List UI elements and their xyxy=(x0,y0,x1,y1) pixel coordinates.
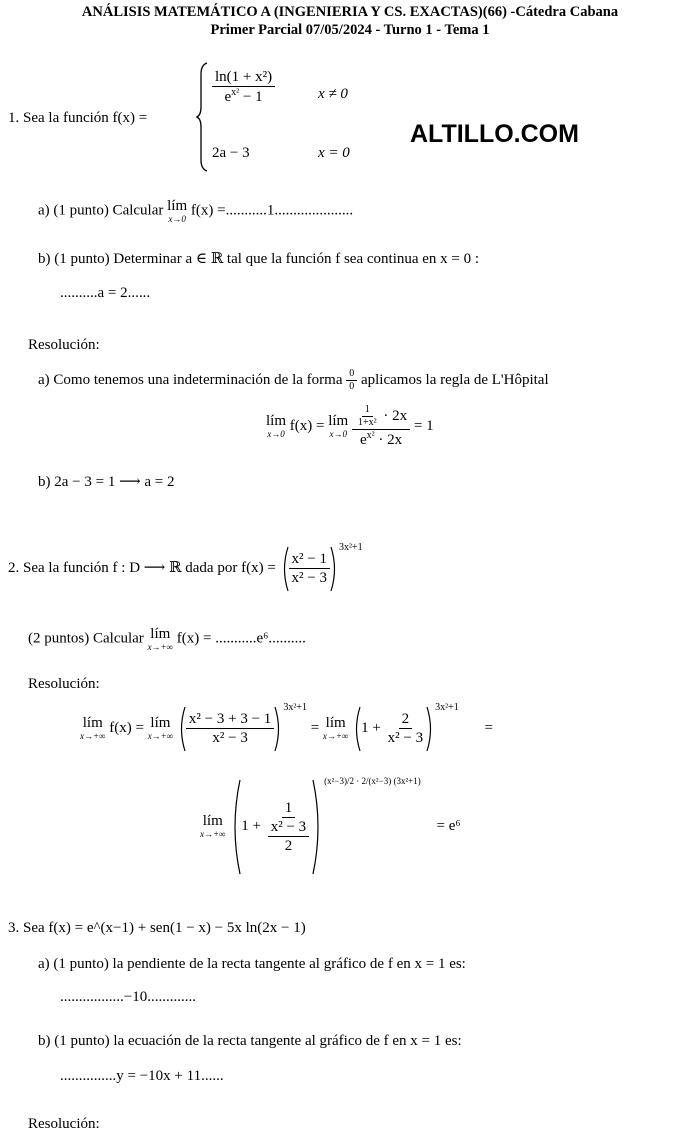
lim-sub: x→0 xyxy=(267,428,285,439)
lim-sub: x→0 xyxy=(168,213,186,224)
q2-exp: 3x²+1 xyxy=(339,542,363,553)
ra-rest: aplicamos la regla de L'Hôpital xyxy=(360,371,549,388)
inner-num: 1 xyxy=(362,404,373,417)
l1-one: 1 + xyxy=(361,720,381,736)
den-exp: x² xyxy=(366,430,375,441)
l1-exp2: 3x²+1 xyxy=(435,702,459,713)
ra-frac-num: 0 xyxy=(346,368,357,381)
q1-resolution-label: Resolución: xyxy=(28,337,100,353)
formula-result: = 1 xyxy=(413,417,434,434)
lim-sub: x→+∞ xyxy=(80,730,106,741)
case1-den-exp: x² xyxy=(231,87,240,98)
left-big-paren-icon xyxy=(229,779,241,875)
lim-sub: x→+∞ xyxy=(147,641,174,652)
case2-expr: 2a − 3 xyxy=(212,145,250,161)
case1-den-rest: − 1 xyxy=(239,89,263,105)
den-base: e xyxy=(359,432,367,448)
right-big-paren-icon xyxy=(312,779,324,875)
q3-part-b: b) (1 punto) la ecuación de la recta tangente al gráfico de f en x = 1 es: xyxy=(38,1033,462,1049)
q2-intro: 2. Sea la función f : D ⟶ ℝ dada por f(x) = xyxy=(8,560,276,576)
left-brace-icon xyxy=(196,62,208,172)
q1-formula xyxy=(266,404,434,449)
lim-sub: x→+∞ xyxy=(200,828,226,839)
exam-subtitle: Primer Parcial 07/05/2024 - Turno 1 - Tema 1 xyxy=(210,22,490,38)
q2-statement xyxy=(8,542,363,592)
case2-condition: x = 0 xyxy=(318,145,350,161)
l2-result: = e⁶ xyxy=(436,818,461,834)
q2-den: x² − 3 xyxy=(291,570,327,587)
l1-exp: 3x²+1 xyxy=(283,702,307,713)
right-paren-icon xyxy=(330,546,339,592)
q2-task xyxy=(28,626,306,652)
case1-den-base: e xyxy=(224,89,232,105)
l2-inner-den: 2 xyxy=(284,837,293,854)
q1-intro: 1. Sea la función f(x) = xyxy=(8,110,148,126)
lim-label: lím xyxy=(328,413,349,430)
q1-part-a xyxy=(38,198,353,224)
l1-den: x² − 3 xyxy=(212,730,248,747)
q2-formula-line2 xyxy=(200,776,461,875)
q1b-answer: ..........a = 2...... xyxy=(60,285,151,301)
q3a-answer: .................−10............. xyxy=(60,989,196,1005)
q1-resolution-a xyxy=(38,368,549,393)
l1-end: = xyxy=(484,720,493,736)
q1a-text: a) (1 punto) Calcular xyxy=(38,202,164,219)
l1-eq: = xyxy=(310,720,320,736)
case1-condition: x ≠ 0 xyxy=(318,86,348,102)
q1-part-b: b) (1 punto) Determinar a ∈ ℝ tal que la función f sea continua en x = 0 : xyxy=(38,251,480,267)
q3b-answer: ...............y = −10x + 11...... xyxy=(60,1068,224,1084)
q2-formula-line1 xyxy=(80,702,493,752)
left-paren-icon xyxy=(280,546,289,592)
l2-one: 1 + xyxy=(241,818,261,834)
watermark-logo: ALTILLO.COM xyxy=(410,120,579,148)
lim-label: lím xyxy=(150,626,171,642)
right-paren-icon xyxy=(274,706,283,752)
inner-den: 1+x² xyxy=(357,417,377,428)
ra-text: a) Como tenemos una indeterminación de la forma xyxy=(38,371,343,388)
q1a-answer: f(x) =...........1..................... xyxy=(190,202,354,219)
lim-label: lím xyxy=(202,813,223,830)
q2-answer: f(x) = ...........e⁶.......... xyxy=(176,630,306,647)
right-paren-icon xyxy=(426,706,435,752)
lim-sub: x→+∞ xyxy=(147,730,174,741)
left-paren-icon xyxy=(352,706,361,752)
l2-inner-num: x² − 3 xyxy=(268,818,309,837)
q1-resolution-b: b) 2a − 3 = 1 ⟶ a = 2 xyxy=(38,474,175,490)
q2-task-text: (2 puntos) Calcular xyxy=(28,630,144,647)
left-paren-icon xyxy=(177,706,186,752)
q2-num: x² − 1 xyxy=(289,550,330,569)
num-rest: · 2x xyxy=(383,407,408,424)
q3-part-a: a) (1 punto) la pendiente de la recta tangente al gráfico de f en x = 1 es: xyxy=(38,956,466,972)
lim-sub: x→0 xyxy=(329,428,347,439)
l1-num: x² − 3 + 3 − 1 xyxy=(186,710,274,729)
lim-label: lím xyxy=(167,198,188,214)
exam-title: ANÁLISIS MATEMÁTICO A (INGENIERIA Y CS. EXACTAS)(66) -Cátedra Cabana xyxy=(81,4,619,20)
lim-sub: x→+∞ xyxy=(322,730,349,741)
lim-label: lím xyxy=(266,413,287,430)
q3-intro: 3. Sea f(x) = e^(x−1) + sen(1 − x) − 5x ln(2x − 1) xyxy=(8,920,306,936)
l1-den2: x² − 3 xyxy=(387,730,424,747)
l2-num: 1 xyxy=(282,799,296,818)
case1-numerator: ln(1 + x²) xyxy=(212,68,275,87)
l2-exp: (x²−3)/2 · 2/(x²−3) (3x²+1) xyxy=(324,776,421,786)
lim-label: lím xyxy=(325,715,346,732)
q1-case1 xyxy=(212,68,275,106)
q2-resolution-label: Resolución: xyxy=(28,676,100,692)
lim-label: lím xyxy=(150,715,171,732)
den-rest: · 2x xyxy=(374,432,403,448)
l1-num2: 2 xyxy=(399,710,413,729)
q3-resolution-label: Resolución: xyxy=(28,1116,100,1132)
formula-mid: f(x) = xyxy=(289,417,325,434)
l1-fx: f(x) = xyxy=(109,720,144,736)
lim-label: lím xyxy=(82,715,103,732)
ra-frac-den: 0 xyxy=(349,381,355,392)
